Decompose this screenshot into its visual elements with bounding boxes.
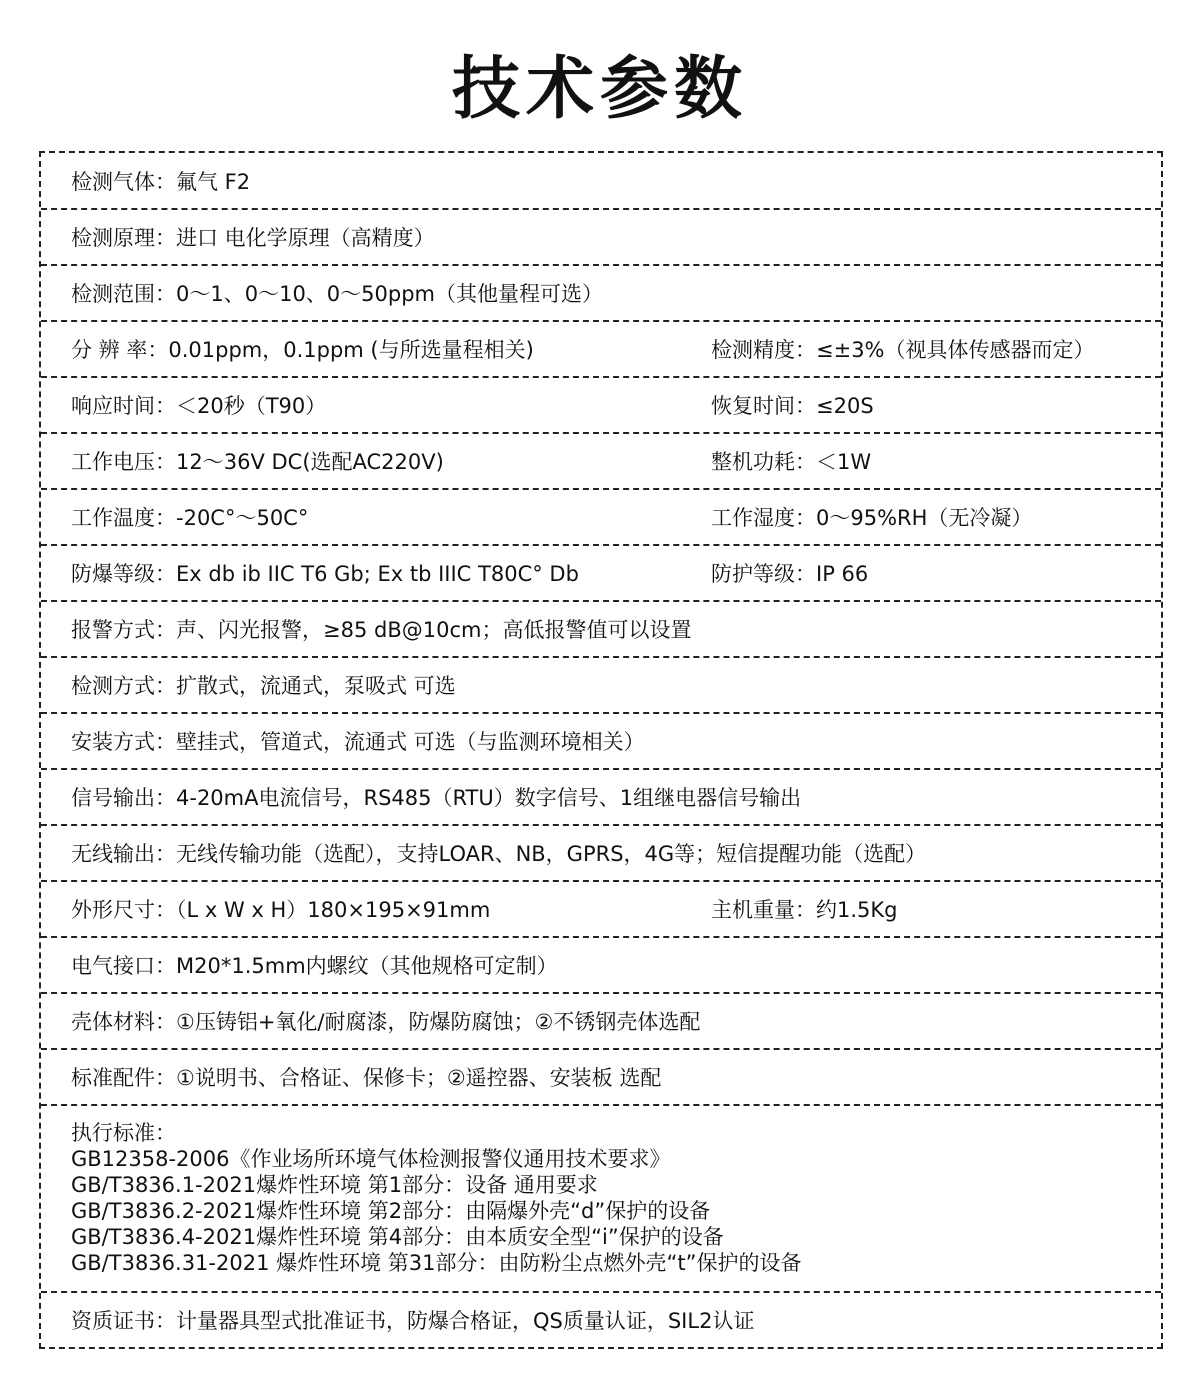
spec-row-housing-material [41, 992, 1161, 1048]
spec-row-voltage [41, 432, 1161, 488]
spec-temperature: 工作温度：-20C°～50C° [71, 506, 309, 530]
spec-voltage: 工作电压：12～36V DC(选配AC220V) [71, 450, 444, 474]
spec-detection-mode: 检测方式：扩散式，流通式，泵吸式 可选 [71, 674, 456, 698]
spec-row-dimensions [41, 880, 1161, 936]
spec-range: 检测范围：0～1、0～10、0～50ppm（其他量程可选） [71, 282, 604, 306]
spec-wireless-output: 无线输出：无线传输功能（选配），支持LOAR、NB，GPRS，4G等；短信提醒功能（选配） [71, 842, 927, 866]
spec-row-resolution [41, 320, 1161, 376]
spec-weight: 主机重量：约1.5Kg [711, 898, 898, 922]
spec-response-time: 响应时间：＜20秒（T90） [71, 394, 327, 418]
spec-explosion-proof: 防爆等级：Ex db ib IIC T6 Gb; Ex tb IIIC T80C° Db [71, 562, 579, 586]
spec-row-explosion-proof [41, 544, 1161, 600]
spec-row-certificates [41, 1291, 1161, 1347]
spec-signal-output: 信号输出：4-20mA电流信号，RS485（RTU）数字信号、1组继电器信号输出 [71, 786, 802, 810]
spec-row-signal-output [41, 768, 1161, 824]
standard-line: GB/T3836.2-2021爆炸性环境 第2部分：由隔爆外壳“d”保护的设备 [71, 1199, 711, 1223]
standard-line: GB/T3836.31-2021 爆炸性环境 第31部分：由防粉尘点燃外壳“t”保护的设备 [71, 1251, 802, 1275]
standard-line: GB/T3836.1-2021爆炸性环境 第1部分：设备 通用要求 [71, 1173, 598, 1197]
spec-accuracy: 检测精度：≤±3%（视具体传感器而定） [711, 338, 1095, 362]
spec-row-installation [41, 712, 1161, 768]
spec-installation: 安装方式：壁挂式，管道式，流通式 可选（与监测环境相关） [71, 730, 645, 754]
standard-line: GB12358-2006《作业场所环境气体检测报警仪通用技术要求》 [71, 1147, 671, 1171]
standard-line: GB/T3836.4-2021爆炸性环境 第4部分：由本质安全型“i”保护的设备 [71, 1225, 724, 1249]
spec-row-wireless-output [41, 824, 1161, 880]
spec-power: 整机功耗：＜1W [711, 450, 872, 474]
spec-certificates: 资质证书：计量器具型式批准证书，防爆合格证，QS质量认证，SIL2认证 [71, 1309, 755, 1333]
spec-row-accessories [41, 1048, 1161, 1104]
spec-principle: 检测原理：进口 电化学原理（高精度） [71, 226, 435, 250]
spec-row-response [41, 376, 1161, 432]
spec-resolution: 分 辨 率：0.01ppm，0.1ppm (与所选量程相关) [71, 338, 534, 362]
standards-heading: 执行标准： [71, 1121, 176, 1145]
page-title: 技术参数 [451, 50, 748, 129]
spec-table [39, 151, 1163, 1349]
spec-row-gas [41, 153, 1161, 208]
spec-humidity: 工作湿度：0～95%RH（无冷凝） [711, 506, 1033, 530]
spec-electrical-interface: 电气接口：M20*1.5mm内螺纹（其他规格可定制） [71, 954, 558, 978]
spec-alarm: 报警方式：声、闪光报警，≥85 dB@10cm；高低报警值可以设置 [71, 618, 692, 642]
spec-row-principle [41, 208, 1161, 264]
spec-protection-level: 防护等级：IP 66 [711, 562, 869, 586]
spec-accessories: 标准配件：①说明书、合格证、保修卡；②遥控器、安装板 选配 [71, 1066, 662, 1090]
spec-recovery-time: 恢复时间：≤20S [711, 394, 874, 418]
spec-row-temperature [41, 488, 1161, 544]
spec-row-alarm [41, 600, 1161, 656]
spec-row-electrical-interface [41, 936, 1161, 992]
spec-dimensions: 外形尺寸：（L x W x H）180×195×91mm [71, 898, 491, 922]
spec-housing-material: 壳体材料：①压铸铝+氧化/耐腐漆，防爆防腐蚀；②不锈钢壳体选配 [71, 1010, 701, 1034]
spec-row-standards [41, 1104, 1161, 1291]
spec-gas: 检测气体：氟气 F2 [71, 169, 251, 194]
spec-row-detection-mode [41, 656, 1161, 712]
spec-row-range [41, 264, 1161, 320]
